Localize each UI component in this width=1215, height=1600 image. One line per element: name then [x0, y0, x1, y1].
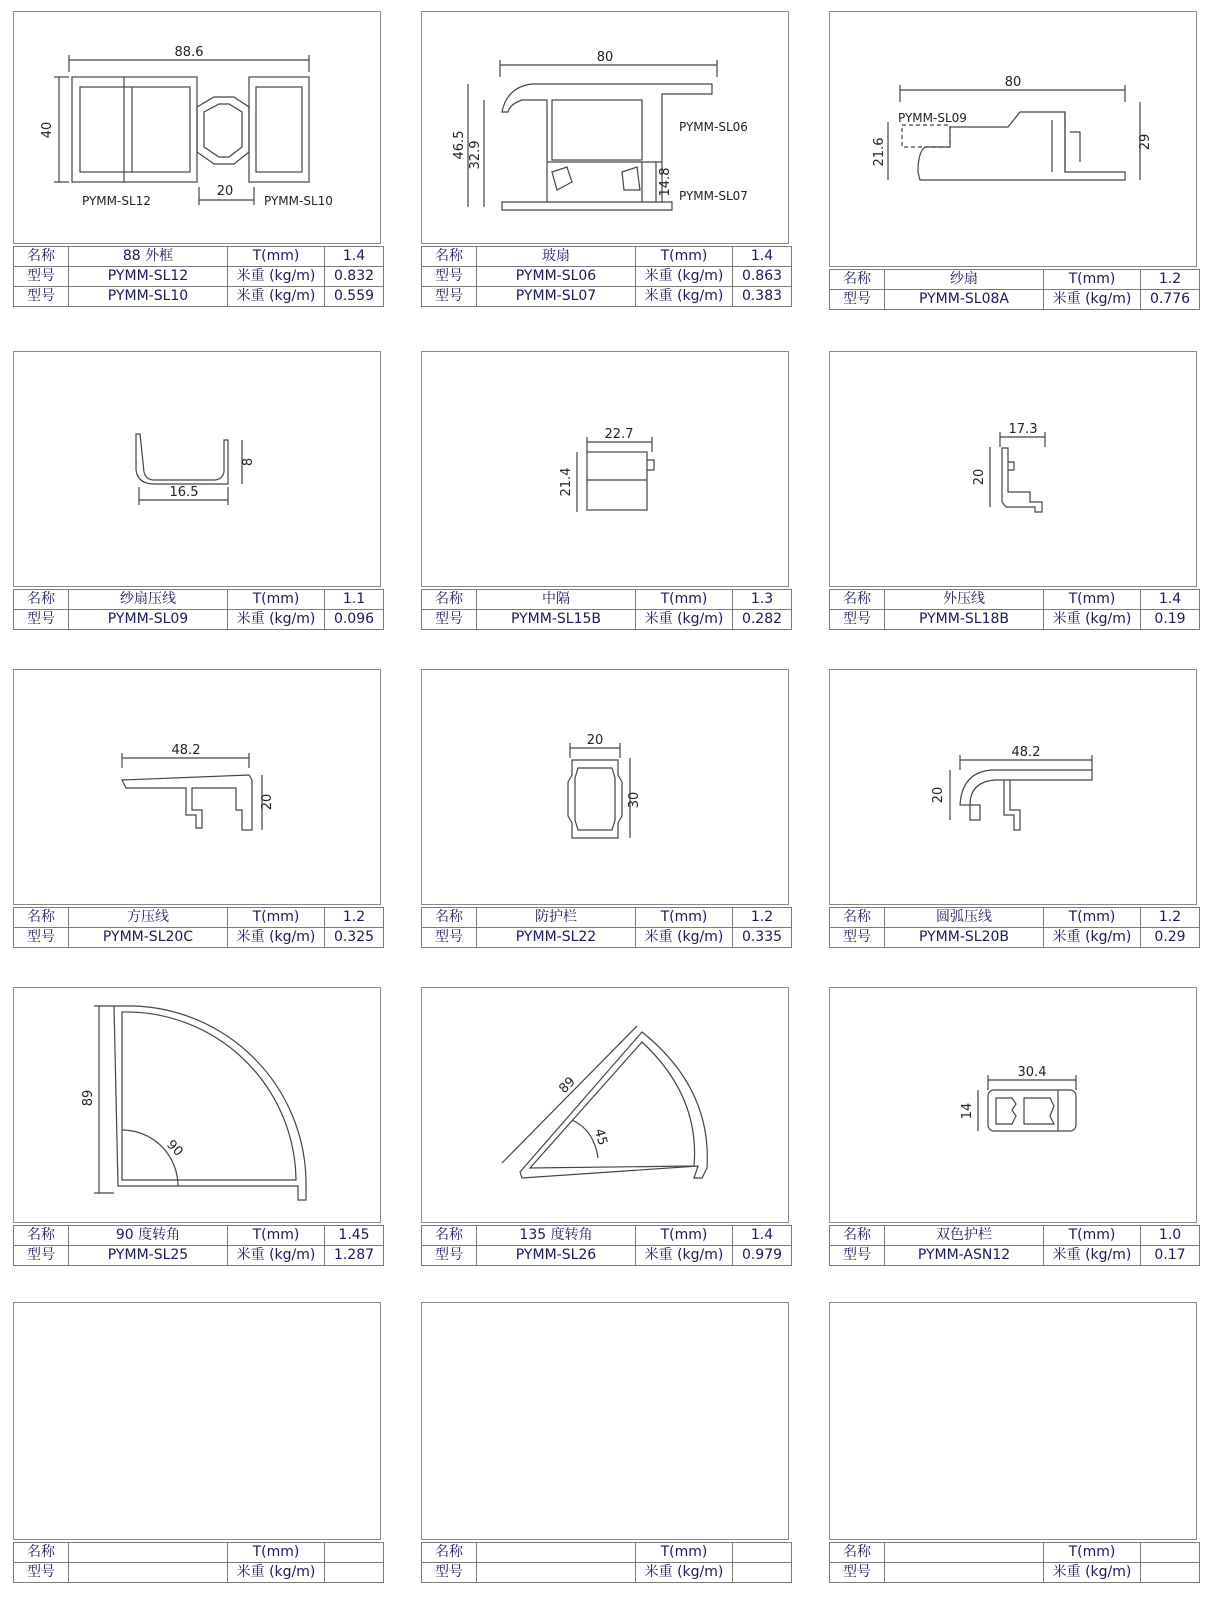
label-weight: 米重 (kg/m): [228, 287, 325, 307]
weight-value: 0.282: [733, 610, 792, 630]
label-t: T(mm): [1044, 908, 1141, 928]
profile-drawing: [829, 351, 1197, 587]
spec-table: [421, 1542, 792, 1583]
profile-drawing: [421, 669, 789, 905]
callout-right: PYMM-SL10: [264, 194, 333, 208]
spec-table: [421, 246, 792, 307]
model-code: PYMM-SL18B: [885, 610, 1044, 630]
label-weight: 米重 (kg/m): [636, 287, 733, 307]
label-name: 名称: [422, 1543, 477, 1563]
dim-height-1: 46.5: [452, 130, 467, 160]
profile-section-svg: [422, 670, 790, 906]
label-weight: 米重 (kg/m): [228, 928, 325, 948]
thickness-value: 1.2: [325, 908, 384, 928]
weight-value: [1141, 1563, 1200, 1583]
model-code: PYMM-ASN12: [885, 1246, 1044, 1266]
label-model: 型号: [14, 1246, 69, 1266]
thickness-value: 1.4: [733, 1226, 792, 1246]
label-name: 名称: [830, 1226, 885, 1246]
label-model: 型号: [422, 1563, 477, 1583]
label-model: 型号: [830, 610, 885, 630]
weight-value: 0.383: [733, 287, 792, 307]
label-model: 型号: [422, 267, 477, 287]
label-name: 名称: [422, 247, 477, 267]
thickness-value: 1.2: [1141, 270, 1200, 290]
dim-height-2: 32.9: [468, 140, 483, 170]
dim-width: 20: [586, 733, 604, 748]
spec-table: [13, 907, 384, 948]
callout-top: PYMM-SL09: [898, 111, 967, 125]
label-t: T(mm): [636, 908, 733, 928]
spec-table: [829, 907, 1200, 948]
label-name: 名称: [422, 1226, 477, 1246]
weight-value: [733, 1563, 792, 1583]
dim-height: 20: [260, 793, 275, 811]
label-weight: 米重 (kg/m): [636, 267, 733, 287]
model-code: [477, 1563, 636, 1583]
profile-section-svg: [830, 352, 1198, 588]
dim-width: 22.7: [604, 427, 634, 442]
dim-height: 8: [241, 457, 256, 467]
label-model: 型号: [422, 928, 477, 948]
label-model: 型号: [14, 267, 69, 287]
dim-height: 40: [40, 121, 55, 139]
spec-table: [829, 1542, 1200, 1583]
profile-name: [69, 1543, 228, 1563]
weight-value: 0.17: [1141, 1246, 1200, 1266]
profile-section-svg: [830, 670, 1198, 906]
label-name: 名称: [422, 590, 477, 610]
profile-name: 双色护栏: [885, 1226, 1044, 1246]
label-model: 型号: [14, 610, 69, 630]
label-t: T(mm): [228, 1543, 325, 1563]
model-code: PYMM-SL08A: [885, 290, 1044, 310]
thickness-value: 1.2: [1141, 908, 1200, 928]
dim-width: 17.3: [1008, 422, 1038, 437]
dim-width: 48.2: [1011, 745, 1041, 760]
profile-drawing: [13, 351, 381, 587]
label-model: 型号: [422, 1246, 477, 1266]
model-code: PYMM-SL06: [477, 267, 636, 287]
weight-value: 0.776: [1141, 290, 1200, 310]
weight-value: 0.29: [1141, 928, 1200, 948]
label-weight: 米重 (kg/m): [228, 267, 325, 287]
label-name: 名称: [830, 270, 885, 290]
model-code: PYMM-SL20B: [885, 928, 1044, 948]
profile-name: 外压线: [885, 590, 1044, 610]
profile-section-svg: [14, 670, 382, 906]
dim-length: 89: [81, 1089, 96, 1107]
dim-width: 16.5: [169, 485, 199, 500]
label-t: T(mm): [1044, 1543, 1141, 1563]
thickness-value: 1.4: [1141, 590, 1200, 610]
profile-section-svg: [14, 12, 382, 245]
profile-section-svg: [14, 988, 382, 1224]
spec-table: [13, 1542, 384, 1583]
spec-table: [13, 589, 384, 630]
thickness-value: 1.1: [325, 590, 384, 610]
label-name: 名称: [14, 1226, 69, 1246]
label-weight: 米重 (kg/m): [1044, 610, 1141, 630]
callout-bottom: PYMM-SL07: [679, 189, 748, 203]
label-weight: 米重 (kg/m): [1044, 1246, 1141, 1266]
spec-table: [829, 269, 1200, 310]
label-model: 型号: [422, 287, 477, 307]
profile-name: 90 度转角: [69, 1226, 228, 1246]
dim-height: 20: [972, 468, 987, 486]
profile-name: [885, 1543, 1044, 1563]
label-t: T(mm): [1044, 1226, 1141, 1246]
weight-value: 0.832: [325, 267, 384, 287]
label-weight: 米重 (kg/m): [636, 1246, 733, 1266]
model-code: PYMM-SL26: [477, 1246, 636, 1266]
profile-name: 135 度转角: [477, 1226, 636, 1246]
label-t: T(mm): [228, 908, 325, 928]
dim-height-3: 14.8: [658, 167, 673, 197]
weight-value: 0.863: [733, 267, 792, 287]
dim-angle: 90: [163, 1137, 186, 1160]
profile-name: 纱扇: [885, 270, 1044, 290]
profile-drawing: [13, 987, 381, 1223]
profile-section-svg: [830, 988, 1198, 1224]
profile-section-svg: [422, 12, 790, 245]
spec-table: [13, 1225, 384, 1266]
weight-value: 0.979: [733, 1246, 792, 1266]
profile-drawing: [421, 987, 789, 1223]
profile-section-svg: [422, 352, 790, 588]
profile-name: 玻扇: [477, 247, 636, 267]
label-t: T(mm): [228, 1226, 325, 1246]
dim-width: 88.6: [174, 45, 204, 60]
label-name: 名称: [830, 590, 885, 610]
thickness-value: [733, 1543, 792, 1563]
label-weight: 米重 (kg/m): [228, 1246, 325, 1266]
spec-table: [421, 907, 792, 948]
dim-width: 80: [1004, 75, 1022, 90]
label-weight: 米重 (kg/m): [1044, 290, 1141, 310]
dim-height: 21.4: [559, 467, 574, 497]
model-code: PYMM-SL09: [69, 610, 228, 630]
thickness-value: [1141, 1543, 1200, 1563]
profile-name: 中隔: [477, 590, 636, 610]
label-t: T(mm): [1044, 590, 1141, 610]
profile-drawing: [13, 669, 381, 905]
label-model: 型号: [830, 1563, 885, 1583]
label-model: 型号: [14, 287, 69, 307]
label-model: 型号: [830, 1246, 885, 1266]
weight-value: 0.335: [733, 928, 792, 948]
profile-drawing: [829, 1302, 1197, 1540]
spec-table: [13, 246, 384, 307]
thickness-value: [325, 1543, 384, 1563]
weight-value: 0.325: [325, 928, 384, 948]
profile-name: 圆弧压线: [885, 908, 1044, 928]
profile-section-svg: [422, 988, 790, 1224]
label-name: 名称: [830, 1543, 885, 1563]
profile-drawing: [13, 11, 381, 244]
spec-table: [829, 589, 1200, 630]
dim-width: 48.2: [171, 743, 201, 758]
weight-value: 0.559: [325, 287, 384, 307]
profile-drawing: [421, 1302, 789, 1540]
label-t: T(mm): [636, 247, 733, 267]
profile-drawing: [421, 11, 789, 244]
profile-drawing: [421, 351, 789, 587]
model-code: PYMM-SL15B: [477, 610, 636, 630]
profile-section-svg: [830, 12, 1198, 268]
profile-drawing: [829, 987, 1197, 1223]
label-t: T(mm): [228, 247, 325, 267]
weight-value: 1.287: [325, 1246, 384, 1266]
label-weight: 米重 (kg/m): [636, 1563, 733, 1583]
label-weight: 米重 (kg/m): [1044, 1563, 1141, 1583]
label-t: T(mm): [636, 1226, 733, 1246]
dim-height-2: 29: [1138, 133, 1153, 151]
spec-table: [829, 1225, 1200, 1266]
profile-name: 纱扇压线: [69, 590, 228, 610]
label-weight: 米重 (kg/m): [636, 610, 733, 630]
profile-drawing: [13, 1302, 381, 1540]
profile-name: 防护栏: [477, 908, 636, 928]
label-name: 名称: [830, 908, 885, 928]
label-model: 型号: [14, 928, 69, 948]
thickness-value: 1.4: [733, 247, 792, 267]
model-code: [885, 1563, 1044, 1583]
profile-drawing: [829, 669, 1197, 905]
model-code: PYMM-SL22: [477, 928, 636, 948]
profile-drawing: [829, 11, 1197, 267]
callout-top: PYMM-SL06: [679, 120, 748, 134]
weight-value: 0.096: [325, 610, 384, 630]
label-model: 型号: [14, 1563, 69, 1583]
model-code: [69, 1563, 228, 1583]
dim-length: 89: [556, 1074, 579, 1097]
dim-height: 20: [931, 786, 946, 804]
label-weight: 米重 (kg/m): [228, 610, 325, 630]
label-weight: 米重 (kg/m): [1044, 928, 1141, 948]
dim-height: 30: [627, 791, 642, 809]
weight-value: 0.19: [1141, 610, 1200, 630]
callout-left: PYMM-SL12: [82, 194, 151, 208]
thickness-value: 1.4: [325, 247, 384, 267]
profile-name: 88 外框: [69, 247, 228, 267]
dim-gap: 20: [216, 184, 234, 199]
dim-angle: 45: [590, 1127, 610, 1148]
label-weight: 米重 (kg/m): [636, 928, 733, 948]
label-name: 名称: [14, 1543, 69, 1563]
label-model: 型号: [830, 928, 885, 948]
label-t: T(mm): [1044, 270, 1141, 290]
label-model: 型号: [830, 290, 885, 310]
spec-table: [421, 1225, 792, 1266]
dim-width: 80: [596, 50, 614, 65]
profile-section-svg: [14, 352, 382, 588]
label-t: T(mm): [636, 590, 733, 610]
thickness-value: 1.0: [1141, 1226, 1200, 1246]
model-code: PYMM-SL10: [69, 287, 228, 307]
model-code: PYMM-SL07: [477, 287, 636, 307]
label-weight: 米重 (kg/m): [228, 1563, 325, 1583]
weight-value: [325, 1563, 384, 1583]
dim-height: 14: [960, 1102, 975, 1120]
model-code: PYMM-SL12: [69, 267, 228, 287]
dim-width: 30.4: [1017, 1065, 1047, 1080]
model-code: PYMM-SL25: [69, 1246, 228, 1266]
thickness-value: 1.2: [733, 908, 792, 928]
label-name: 名称: [422, 908, 477, 928]
spec-table: [421, 589, 792, 630]
thickness-value: 1.3: [733, 590, 792, 610]
label-name: 名称: [14, 590, 69, 610]
label-model: 型号: [422, 610, 477, 630]
label-t: T(mm): [636, 1543, 733, 1563]
label-t: T(mm): [228, 590, 325, 610]
thickness-value: 1.45: [325, 1226, 384, 1246]
profile-name: 方压线: [69, 908, 228, 928]
model-code: PYMM-SL20C: [69, 928, 228, 948]
label-name: 名称: [14, 908, 69, 928]
profile-name: [477, 1543, 636, 1563]
label-name: 名称: [14, 247, 69, 267]
dim-height-1: 21.6: [872, 137, 887, 167]
